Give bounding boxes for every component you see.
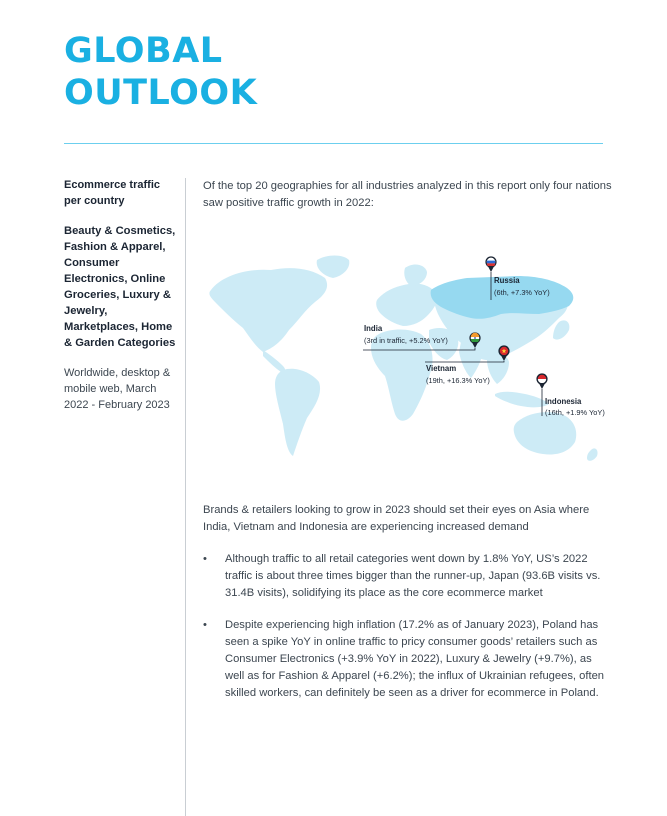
title-line-1: GLOBAL <box>64 31 223 71</box>
bullet-text-poland: Despite experiencing high inflation (17.2% as of January 2023), Poland has seen a spike YoY in online traffic to pricy consumer goods’ retailers such as Consumer Electronics (+3.9% YoY in 2022), Luxury & Jewelry (+9.7%), as well as for Fashion & Apparel (+6.2%); the influx of Ukrainian refugees, often skilled workers, can definitely be seen as a driver for ecommerce in Poland. <box>225 619 605 699</box>
new-zealand-shape <box>587 448 598 460</box>
indonesia-label: Indonesia <box>545 397 582 406</box>
world-map <box>199 238 611 470</box>
bullet-marker: • <box>203 553 207 565</box>
sidebar <box>64 177 176 413</box>
bullet-item-poland <box>203 617 608 701</box>
bullet-list <box>203 551 608 717</box>
russia-pin-icon <box>485 256 496 272</box>
north-america-shape <box>209 268 327 352</box>
sidebar-scope: Worldwide, desktop & mobile web, March 2022 - February 2023 <box>64 367 171 411</box>
title-divider <box>64 143 603 144</box>
australia-shape <box>514 412 577 454</box>
bullet-marker: • <box>203 619 207 632</box>
page-title <box>64 30 257 114</box>
bullet-text-us: Although traffic to all retail categories went down by 1.8% YoY, US’s 2022 traffic is about three times bigger than the runner-up, Japan (93.6B visits vs. 31.4B visits), solidifying its place as the core ecommerce market <box>225 553 601 599</box>
indonesia-pin-icon <box>536 373 547 389</box>
indonesia-detail: (16th, +1.9% YoY) <box>545 408 605 417</box>
vietnam-detail: (19th, +16.3% YoY) <box>426 376 490 385</box>
india-detail: (3rd in traffic, +5.2% YoY) <box>364 336 448 345</box>
title-line-2: OUTLOOK <box>64 73 258 113</box>
bullet-item-us <box>203 551 608 601</box>
europe-shape <box>376 283 437 326</box>
india-label: India <box>364 324 383 333</box>
asia-paragraph: Brands & retailers looking to grow in 2023 should set their eyes on Asia where India, Vietnam and Indonesia are experiencing increased demand <box>203 504 590 533</box>
column-divider <box>185 178 186 816</box>
sidebar-categories: Beauty & Cosmetics, Fashion & Apparel, Consumer Electronics, Online Groceries, Luxury & Jewelry, Marketplaces, Home & Garden Categories <box>64 225 176 349</box>
indonesia-shape <box>495 392 549 408</box>
central-america-shape <box>263 350 285 373</box>
south-america-shape <box>275 369 320 456</box>
scandinavia-shape <box>404 265 427 286</box>
russia-detail: (6th, +7.3% YoY) <box>494 288 550 297</box>
vietnam-label: Vietnam <box>426 364 457 373</box>
greenland-shape <box>317 256 350 279</box>
japan-shape <box>553 320 569 339</box>
russia-label: Russia <box>494 276 520 285</box>
sidebar-heading: Ecommerce traffic per country <box>64 179 160 207</box>
india-shape <box>459 340 483 378</box>
intro-paragraph: Of the top 20 geographies for all industries analyzed in this report only four nations saw positive traffic growth in 2022: <box>203 180 612 209</box>
